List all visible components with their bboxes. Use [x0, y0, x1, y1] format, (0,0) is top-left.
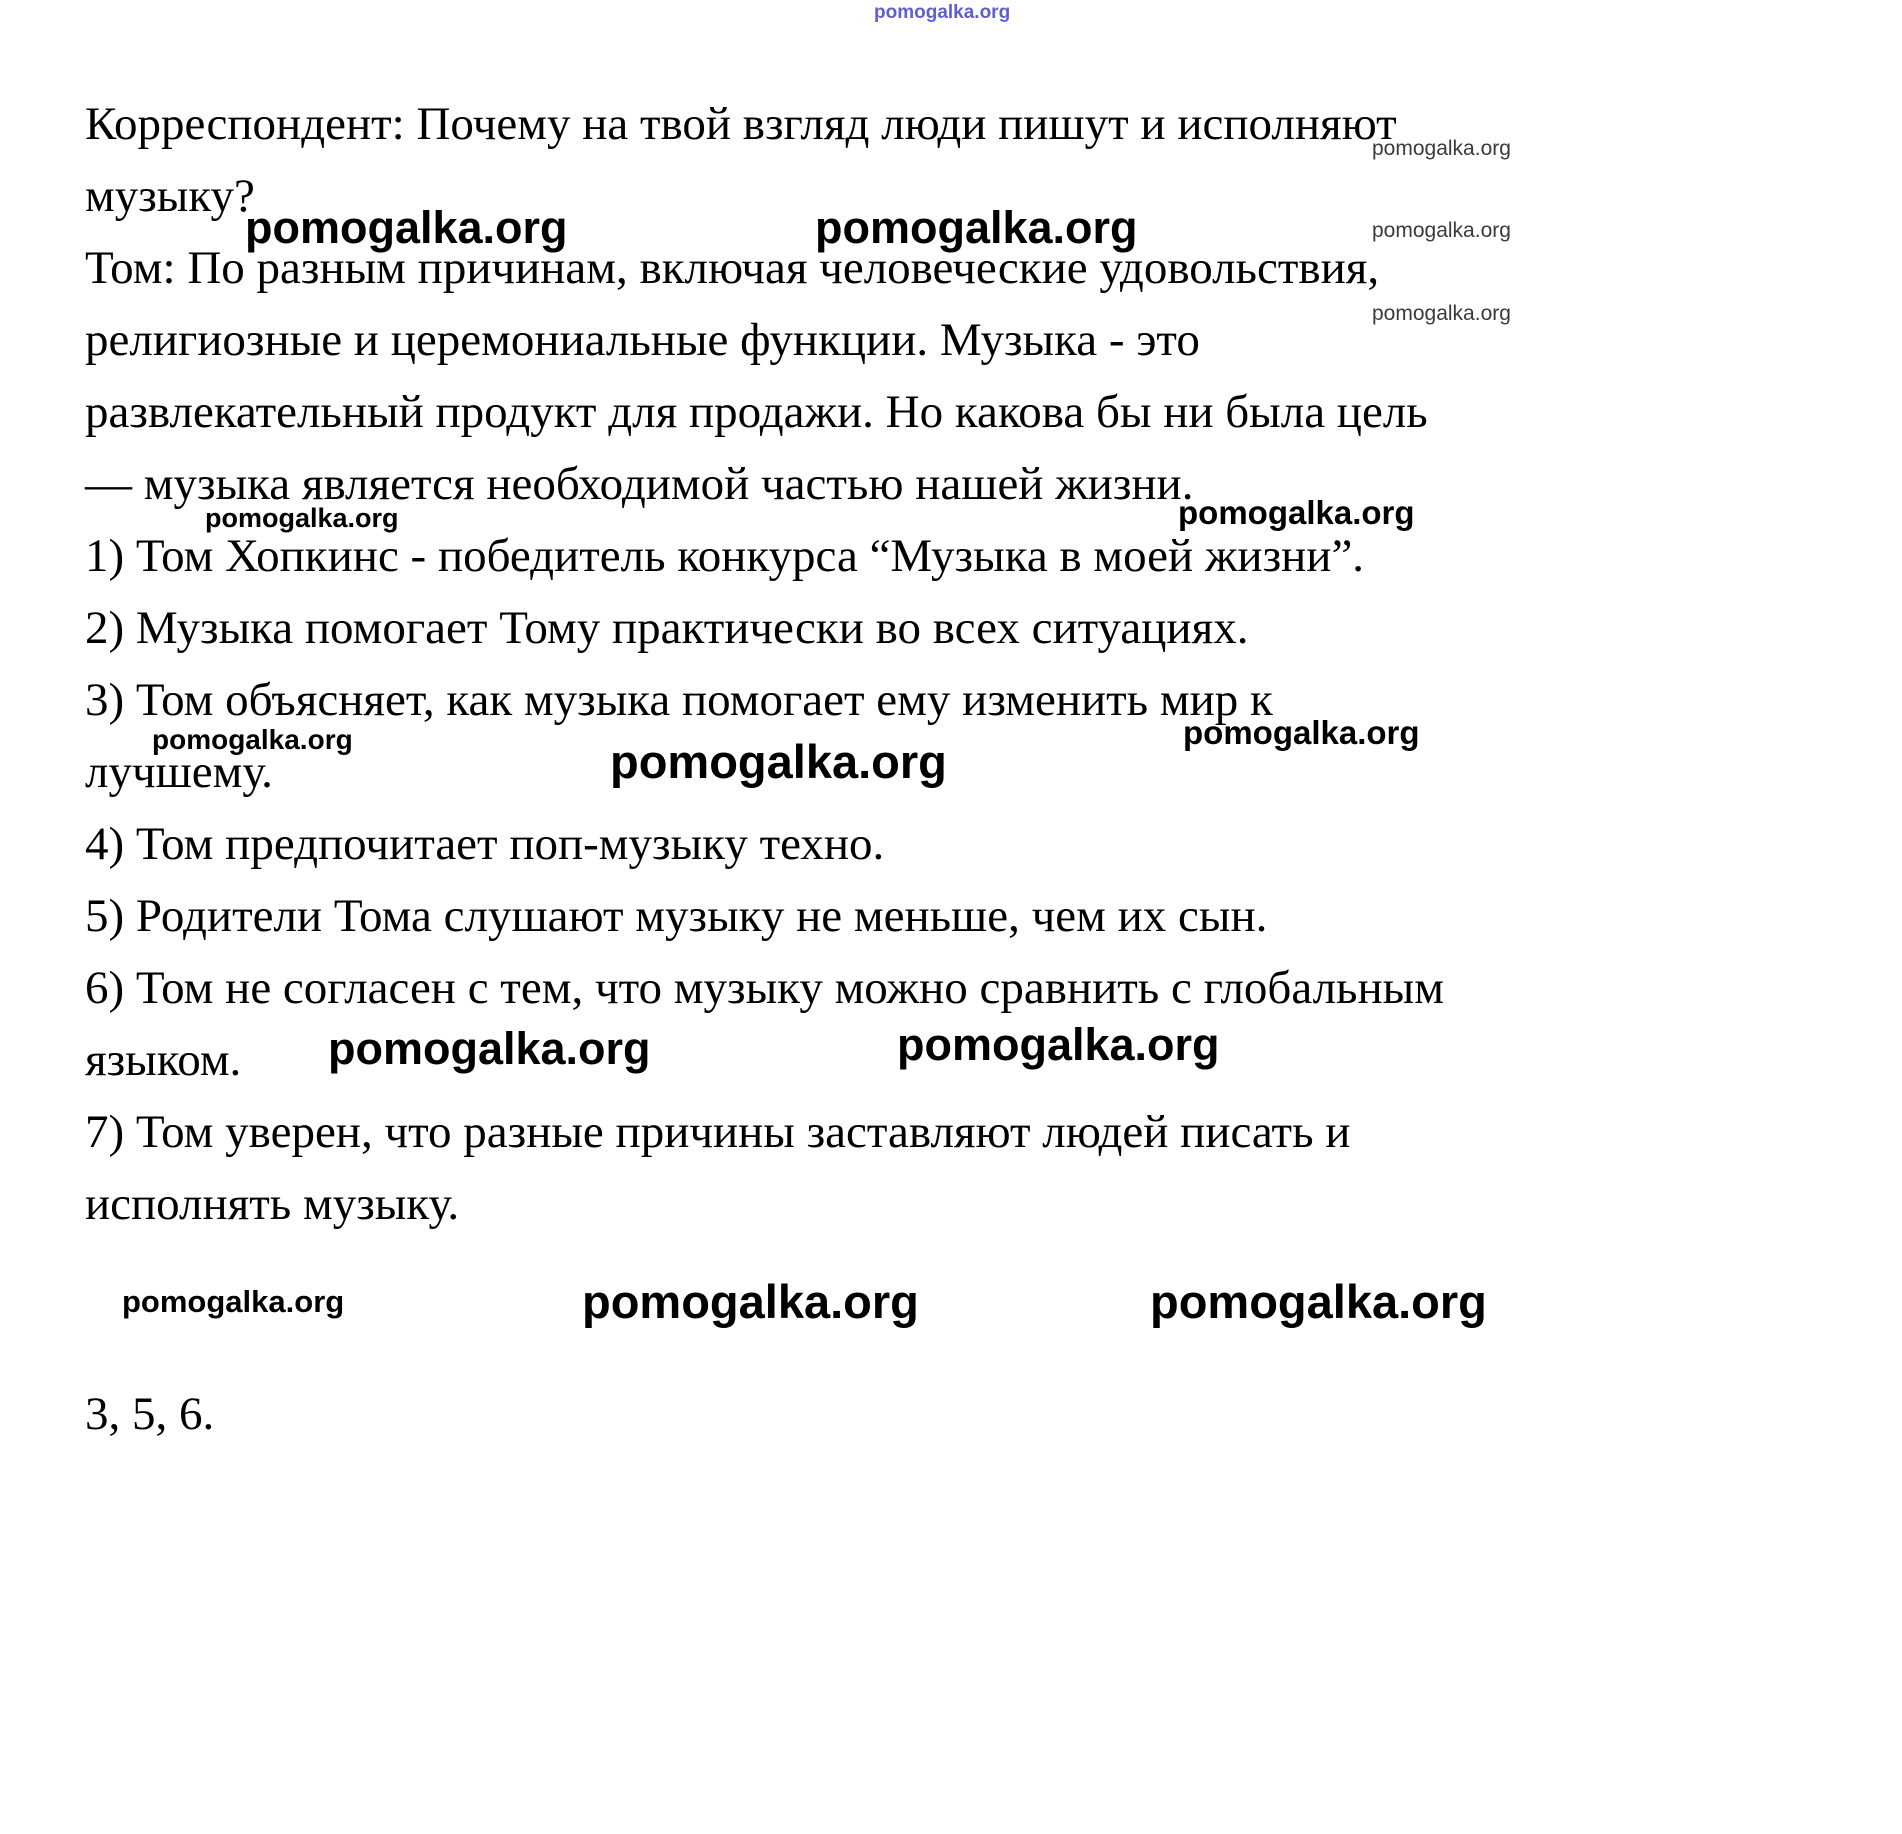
- text-line: 3) Том объясняет, как музыка помогает ему изменить мир к: [85, 674, 1273, 726]
- watermark: pomogalka.org: [610, 735, 947, 788]
- watermark: pomogalka.org: [897, 1019, 1220, 1070]
- watermark-top: pomogalka.org: [874, 2, 1011, 23]
- text-line: развлекательный продукт для продажи. Но какова бы ни была цель: [85, 386, 1428, 438]
- watermark: pomogalka.org: [1372, 219, 1511, 242]
- text-line: религиозные и церемониальные функции. Музыка - это: [85, 314, 1200, 366]
- text-line: языком.: [85, 1034, 242, 1086]
- text-line: лучшему.: [85, 746, 273, 798]
- watermark: pomogalka.org: [1150, 1275, 1487, 1328]
- text-line: Том: По разным причинам, включая человеческие удовольствия,: [85, 242, 1380, 294]
- watermark: pomogalka.org: [122, 1284, 345, 1319]
- watermark: pomogalka.org: [152, 724, 353, 755]
- watermark: pomogalka.org: [1372, 137, 1511, 160]
- watermark: pomogalka.org: [582, 1275, 919, 1328]
- watermark: pomogalka.org: [328, 1023, 651, 1074]
- text-line: — музыка является необходимой частью нашей жизни.: [85, 458, 1194, 510]
- text-line: 7) Том уверен, что разные причины заставляют людей писать и: [85, 1106, 1351, 1158]
- watermark: pomogalka.org: [815, 202, 1138, 253]
- watermark: pomogalka.org: [205, 503, 399, 533]
- text-line: 6) Том не согласен с тем, что музыку можно сравнить с глобальным: [85, 962, 1444, 1014]
- text-line: музыку?: [85, 170, 255, 222]
- watermark: pomogalka.org: [245, 202, 568, 253]
- text-line: исполнять музыку.: [85, 1178, 460, 1230]
- text-line: Корреспондент: Почему на твой взгляд люди пишут и исполняют: [85, 98, 1397, 150]
- watermark: pomogalka.org: [1183, 714, 1420, 751]
- text-line: 1) Том Хопкинс - победитель конкурса “Музыка в моей жизни”.: [85, 530, 1365, 582]
- document-text: [85, 88, 1565, 1240]
- answer-text: 3, 5, 6.: [85, 1388, 215, 1440]
- text-line: 4) Том предпочитает поп-музыку техно.: [85, 818, 885, 870]
- text-line: 2) Музыка помогает Тому практически во всех ситуациях.: [85, 602, 1249, 654]
- watermark: pomogalka.org: [1178, 494, 1415, 531]
- watermark: pomogalka.org: [1372, 302, 1511, 325]
- text-line: 5) Родители Тома слушают музыку не меньше, чем их сын.: [85, 890, 1268, 942]
